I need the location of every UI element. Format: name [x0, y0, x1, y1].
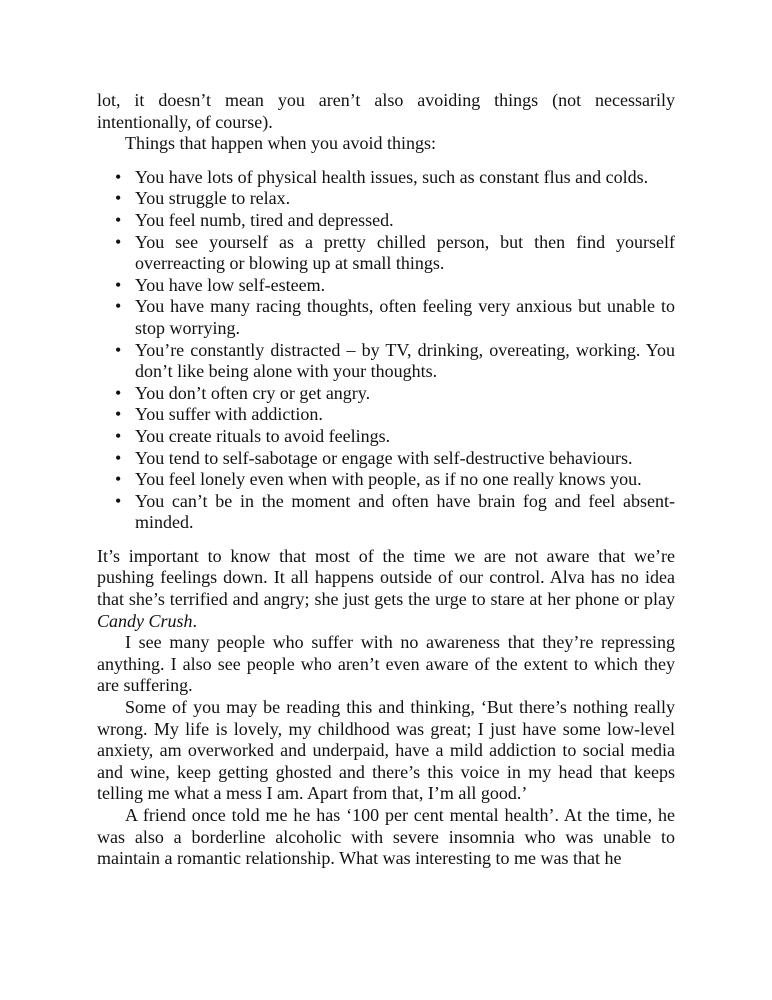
paragraph-alva-end: .	[192, 610, 198, 631]
list-item	[97, 188, 675, 210]
list-item-text: You have many racing thoughts, often feeling very anxious but unable to stop worrying.	[135, 296, 675, 338]
list-item	[97, 340, 675, 383]
list-item-text: You see yourself as a pretty chilled person, but then find yourself overreacting or blowing up at small things.	[135, 231, 675, 274]
game-title: Candy Crush	[97, 610, 193, 631]
paragraph-nothing-wrong: Some of you may be reading this and thinking, ‘But there’s nothing really wrong. My life is lovely, my childhood was great; I just have some low-level anxiety, am overworked and underpaid, have a mild addiction to social media and wine, keep getting ghosted and there’s this voice in my head that keeps telling me what a mess I am. Apart from that, I’m all good.’	[97, 697, 675, 804]
bullet-marker: •	[115, 447, 122, 468]
bullet-marker: •	[115, 382, 122, 403]
bullet-marker: •	[115, 274, 122, 295]
avoidance-signs-list	[97, 167, 675, 534]
paragraph-repressing: I see many people who suffer with no awareness that they’re repressing anything. I also see people who aren’t even aware of the extent to which they are suffering.	[97, 632, 675, 696]
list-item	[97, 383, 675, 405]
paragraph-friend: A friend once told me he has ‘100 per cent mental health’. At the time, he was also a borderline alcoholic with severe insomnia who was unable to maintain a romantic relationship. What was interesting to me was that he	[97, 805, 675, 869]
document-page	[97, 90, 675, 870]
bullet-marker: •	[115, 490, 122, 511]
bullet-marker: •	[115, 296, 122, 317]
bullet-marker: •	[115, 469, 122, 490]
list-item	[97, 210, 675, 232]
list-item	[97, 448, 675, 470]
list-item-text: You tend to self-sabotage or engage with self-destructive behaviours.	[135, 447, 633, 468]
paragraph-list-intro: Things that happen when you avoid things:	[125, 133, 436, 154]
bullet-marker: •	[115, 231, 122, 252]
list-item-text: You feel lonely even when with people, as if no one really knows you.	[135, 469, 642, 490]
list-item-text: You have low self-esteem.	[135, 274, 326, 295]
list-item	[97, 469, 675, 491]
list-item-text: You struggle to relax.	[135, 188, 291, 209]
paragraph-continuation: lot, it doesn’t mean you aren’t also avoiding things (not necessarily intentionally, of course).	[97, 90, 675, 132]
list-item-text: You feel numb, tired and depressed.	[135, 209, 394, 230]
bullet-marker: •	[115, 404, 122, 425]
list-item	[97, 232, 675, 275]
bullet-marker: •	[115, 166, 122, 187]
bullet-marker: •	[115, 188, 122, 209]
list-item-text: You can’t be in the moment and often have brain fog and feel absent-minded.	[135, 490, 675, 533]
list-item-text: You suffer with addiction.	[135, 404, 323, 425]
list-item-text: You have lots of physical health issues, such as constant flus and colds.	[135, 166, 649, 187]
list-item	[97, 275, 675, 297]
list-item-text: You’re constantly distracted – by TV, drinking, overeating, working. You don’t like being alone with your thoughts.	[135, 339, 675, 382]
list-item-text: You don’t often cry or get angry.	[135, 382, 371, 403]
paragraph-alva-text: It’s important to know that most of the time we are not aware that we’re pushing feelings down. It all happens outside of our control. Alva has no idea that she’s terrified and angry; she just gets the urge to stare at her phone or play	[97, 545, 675, 610]
list-item	[97, 426, 675, 448]
list-item	[97, 167, 675, 189]
list-item	[97, 296, 675, 339]
list-item-text: You create rituals to avoid feelings.	[135, 425, 391, 446]
list-item	[97, 491, 675, 534]
bullet-marker: •	[115, 425, 122, 446]
bullet-marker: •	[115, 209, 122, 230]
bullet-marker: •	[115, 339, 122, 360]
paragraph-alva	[97, 546, 675, 632]
list-item	[97, 404, 675, 426]
